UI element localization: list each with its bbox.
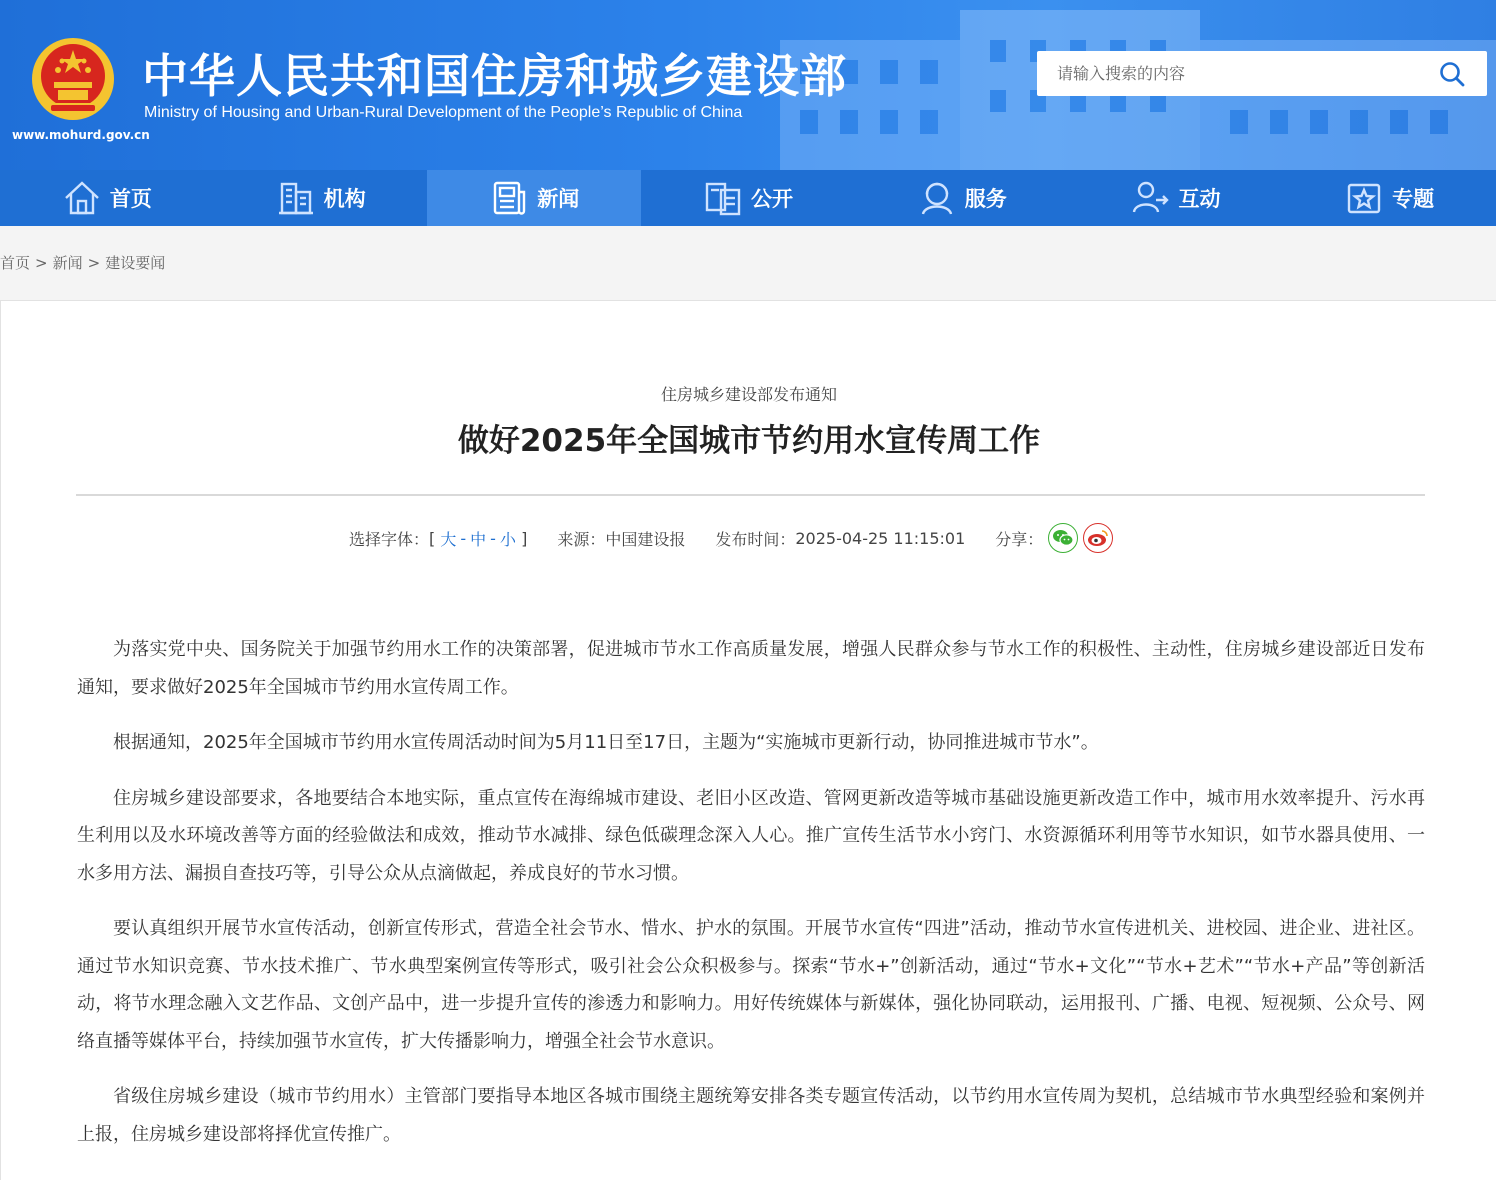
breadcrumb-home[interactable]: 首页 [0,254,31,272]
share-label: 分享： [995,529,1044,549]
weibo-share-icon[interactable] [1083,523,1113,553]
nav-label: 服务 [964,187,1007,211]
nav-item-home[interactable] [0,170,214,226]
home-icon [62,178,102,218]
nav-label: 互动 [1178,187,1221,211]
nav-label: 机构 [323,187,366,211]
article-title: 做好2025年全国城市节约用水宣传周工作 [457,423,1041,459]
font-size-medium-link[interactable]: 中 [470,529,487,549]
breadcrumb [0,252,165,273]
national-emblem-logo [30,36,116,122]
wechat-share-icon[interactable] [1048,523,1078,553]
nav-item-news[interactable] [427,170,641,226]
search-icon[interactable] [1439,61,1465,87]
search-input[interactable] [1037,51,1427,96]
nav-item-interaction[interactable] [1069,170,1283,226]
bracket-open: [ [429,528,436,548]
nav-item-topics[interactable] [1282,170,1496,226]
title-divider [76,494,1425,496]
article-meta [349,523,1113,553]
site-header [0,0,1496,170]
bracket-close: ] [521,528,528,548]
breadcrumb-separator: > [35,254,48,272]
article-paragraph: 省级住房城乡建设（城市节约用水）主管部门要指导本地区各城市围绕主题统筹安排各类专题宣传活动，以节约用水宣传周为契机，总结城市节水典型经验和案例并上报，住房城乡建设部将择优宣传推广。 [77,1086,1425,1145]
star-icon [1344,178,1384,218]
breadcrumb-current[interactable]: 建设要闻 [105,254,166,272]
nav-label: 专题 [1392,187,1435,211]
search-box [1037,51,1487,96]
article-paragraph: 住房城乡建设部要求，各地要结合本地实际，重点宣传在海绵城市建设、老旧小区改造、管网更新改造等城市基础设施更新改造工作中，城市用水效率提升、污水再生利用以及水环境改善等方面的经验做法和成效，推动节水减排、绿色低碳理念深入人心。推广宣传生活节水小窍门、水资源循环利用等节水知识，如节水器具使用、一水多用方法、漏损自查技巧等，引导公众从点滴做起，养成良好的节水习惯。 [77,787,1425,884]
documents-icon [703,178,743,218]
article-paragraph: 根据通知，2025年全国城市节约用水宣传周活动时间为5月11日至17日，主题为“实施城市更新行动，协同推进城市节水”。 [113,732,1099,753]
publish-time-value: 2025-04-25 11:15:01 [795,528,966,548]
article-paragraph: 为落实党中央、国务院关于加强节约用水工作的决策部署，促进城市节水工作高质量发展，增强人民群众参与节水工作的积极性、主动性，住房城乡建设部近日发布通知，要求做好2025年全国城市节约用水宣传周工作。 [77,639,1425,698]
font-sep: - [490,528,496,548]
breadcrumb-separator: > [87,254,101,272]
interaction-icon [1130,178,1170,218]
source-value: 中国建设报 [605,529,686,549]
article-paragraph: 要认真组织开展节水宣传活动，创新宣传形式，营造全社会节水、惜水、护水的氛围。开展节水宣传“四进”活动，推动节水宣传进机关、进校园、进企业、进社区。通过节水知识竞赛、节水技术推广、节水典型案例宣传等形式，吸引社会公众积极参与。探索“节水+”创新活动，通过“节水+文化”“节水+艺术”“节水+产品”等创新活动，将节水理念融入文艺作品、文创产品中，进一步提升宣传的渗透力和影响力。用好传统媒体与新媒体，强化协同联动，运用报刊、广播、电视、短视频、公众号、网络直播等媒体平台，持续加强节水宣传，扩大传播影响力，增强全社会节水意识。 [77,918,1425,1052]
nav-label: 新闻 [537,187,580,211]
source-label: 来源： [557,529,606,549]
font-size-small-link[interactable]: 小 [499,529,516,549]
font-size-large-link[interactable]: 大 [440,529,457,549]
article-subtitle: 住房城乡建设部发布通知 [660,385,837,404]
site-title-cn: 中华人民共和国住房和城乡建设部 [142,49,847,103]
nav-item-organization[interactable] [214,170,428,226]
nav-item-public[interactable] [641,170,855,226]
nav-label: 首页 [109,187,152,211]
site-title-en: Ministry of Housing and Urban-Rural Development of the People’s Republic of China [144,104,743,121]
font-size-label: 选择字体： [349,529,430,549]
building-icon [276,178,316,218]
publish-time-label: 发布时间： [715,529,796,549]
site-url: www.mohurd.gov.cn [12,128,150,142]
font-sep: - [460,528,467,548]
service-icon [917,178,957,218]
nav-label: 公开 [751,187,794,211]
article-body [77,631,1425,1171]
news-icon [489,178,529,218]
nav-item-service[interactable] [855,170,1069,226]
main-nav [0,170,1496,226]
breadcrumb-news[interactable]: 新闻 [52,254,83,272]
article-container [0,300,1496,1180]
